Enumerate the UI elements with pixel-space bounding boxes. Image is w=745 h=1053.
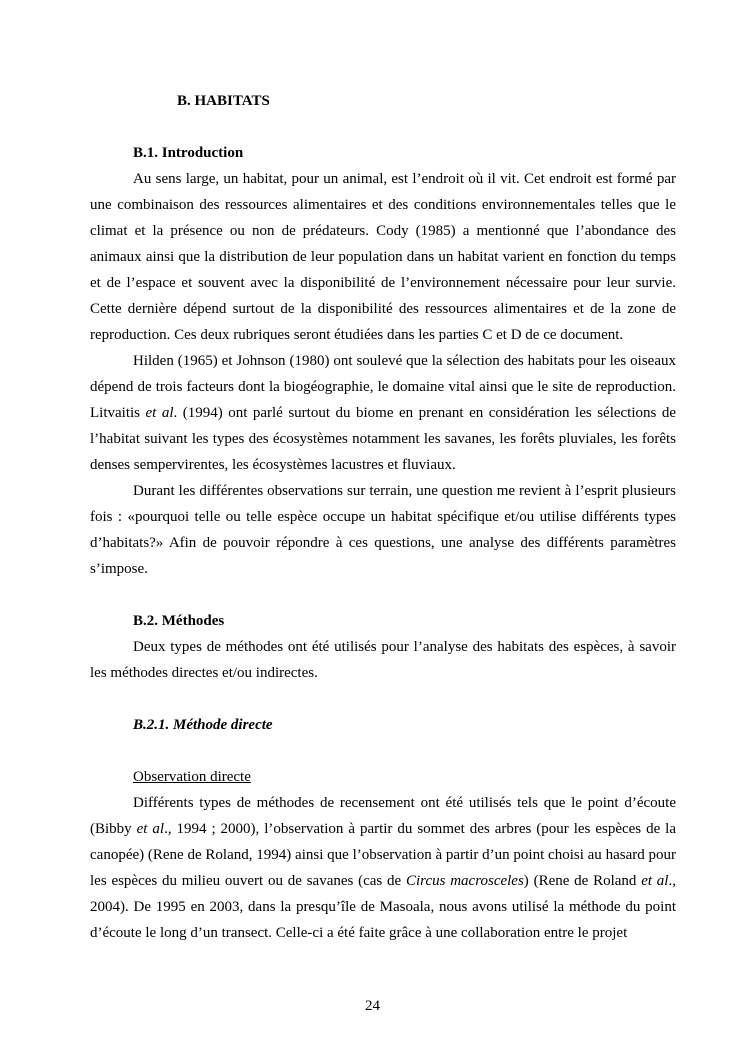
heading-habitats: B. HABITATS [177,93,270,109]
page-number: 24 [365,998,380,1014]
italic-run: et al [136,821,165,837]
text-run: . (1994) ont parlé surtout du biome en prenant en considération les sélections de l’habitat suivant les types des écosystèmes notamment les savanes, les forêts pluviales, les forêts denses sempervirentes, les écosystèmes lacustres et fluviaux. [90,405,676,473]
paragraph-b1-1: Au sens large, un habitat, pour un animal, est l’endroit où il vit. Cet endroit est formé par une combinaison des ressources alimentaires et des conditions environnementales telles que le climat et la présence ou non de prédateurs. Cody (1985) a mentionné que l’abondance des animaux ainsi que la distribution de leur population dans un habitat varient en fonction du temps et de l’espace et souvent avec la disponibilité de l’environnement nécessaire pour leur survie. Cette dernière dépend surtout de la disponibilité des ressources alimentaires et de la zone de reproduction. Ces deux rubriques seront étudiées dans les parties C et D de ce document. [90,171,676,343]
italic-run: et al [145,405,174,421]
heading-b1-introduction: B.1. Introduction [133,145,244,161]
heading-b2-methodes: B.2. Méthodes [133,613,225,629]
text-run: ) (Rene de Roland [523,873,642,889]
paragraph-b2-1: Deux types de méthodes ont été utilisés pour l’analyse des habitats des espèces, à savoir les méthodes directes et/ou indirectes. [90,639,676,681]
text-run: ., 1994 ; 2000), l’observation à partir du sommet des arbres (pour les espèces de la canopée) (Rene de Roland, 1994) ainsi que l’observation à partir d’un point choisi au hasard pour les espèces du milieu ouvert ou de savanes (cas de [90,821,676,889]
text-run: ., 2004). De 1995 en 2003, dans la presqu’île de Masoala, nous avons utilisé la méthode du point d’écoute le long d’un transect. Celle-ci a été faite grâce à une collaboration entre le projet [90,873,676,941]
subheading-observation-directe: Observation directe [133,769,251,785]
paragraph-b21-1 [90,790,676,946]
heading-b21-methode-directe: B.2.1. Méthode directe [133,717,273,733]
text-run: Hilden (1965) et Johnson (1980) ont soulevé que la sélection des habitats pour les oiseaux dépend de trois facteurs dont la biogéographie, le domaine vital ainsi que le site de reproduction. Litvaitis [90,353,676,421]
italic-run: et al [641,873,669,889]
text-run: Différents types de méthodes de recensement ont été utilisés tels que le point d’écoute (Bibby [90,795,676,837]
italic-run species-name: Circus macrosceles [405,873,524,889]
paragraph-b1-3: Durant les différentes observations sur terrain, une question me revient à l’esprit plusieurs fois : «pourquoi telle ou telle espèce occupe un habitat spécifique et/ou utilise différents types d’habitats?» Afin de pouvoir répondre à ces questions, une analyse des différents paramètres s’impose. [90,483,676,577]
paragraph-b1-2 [90,348,676,478]
